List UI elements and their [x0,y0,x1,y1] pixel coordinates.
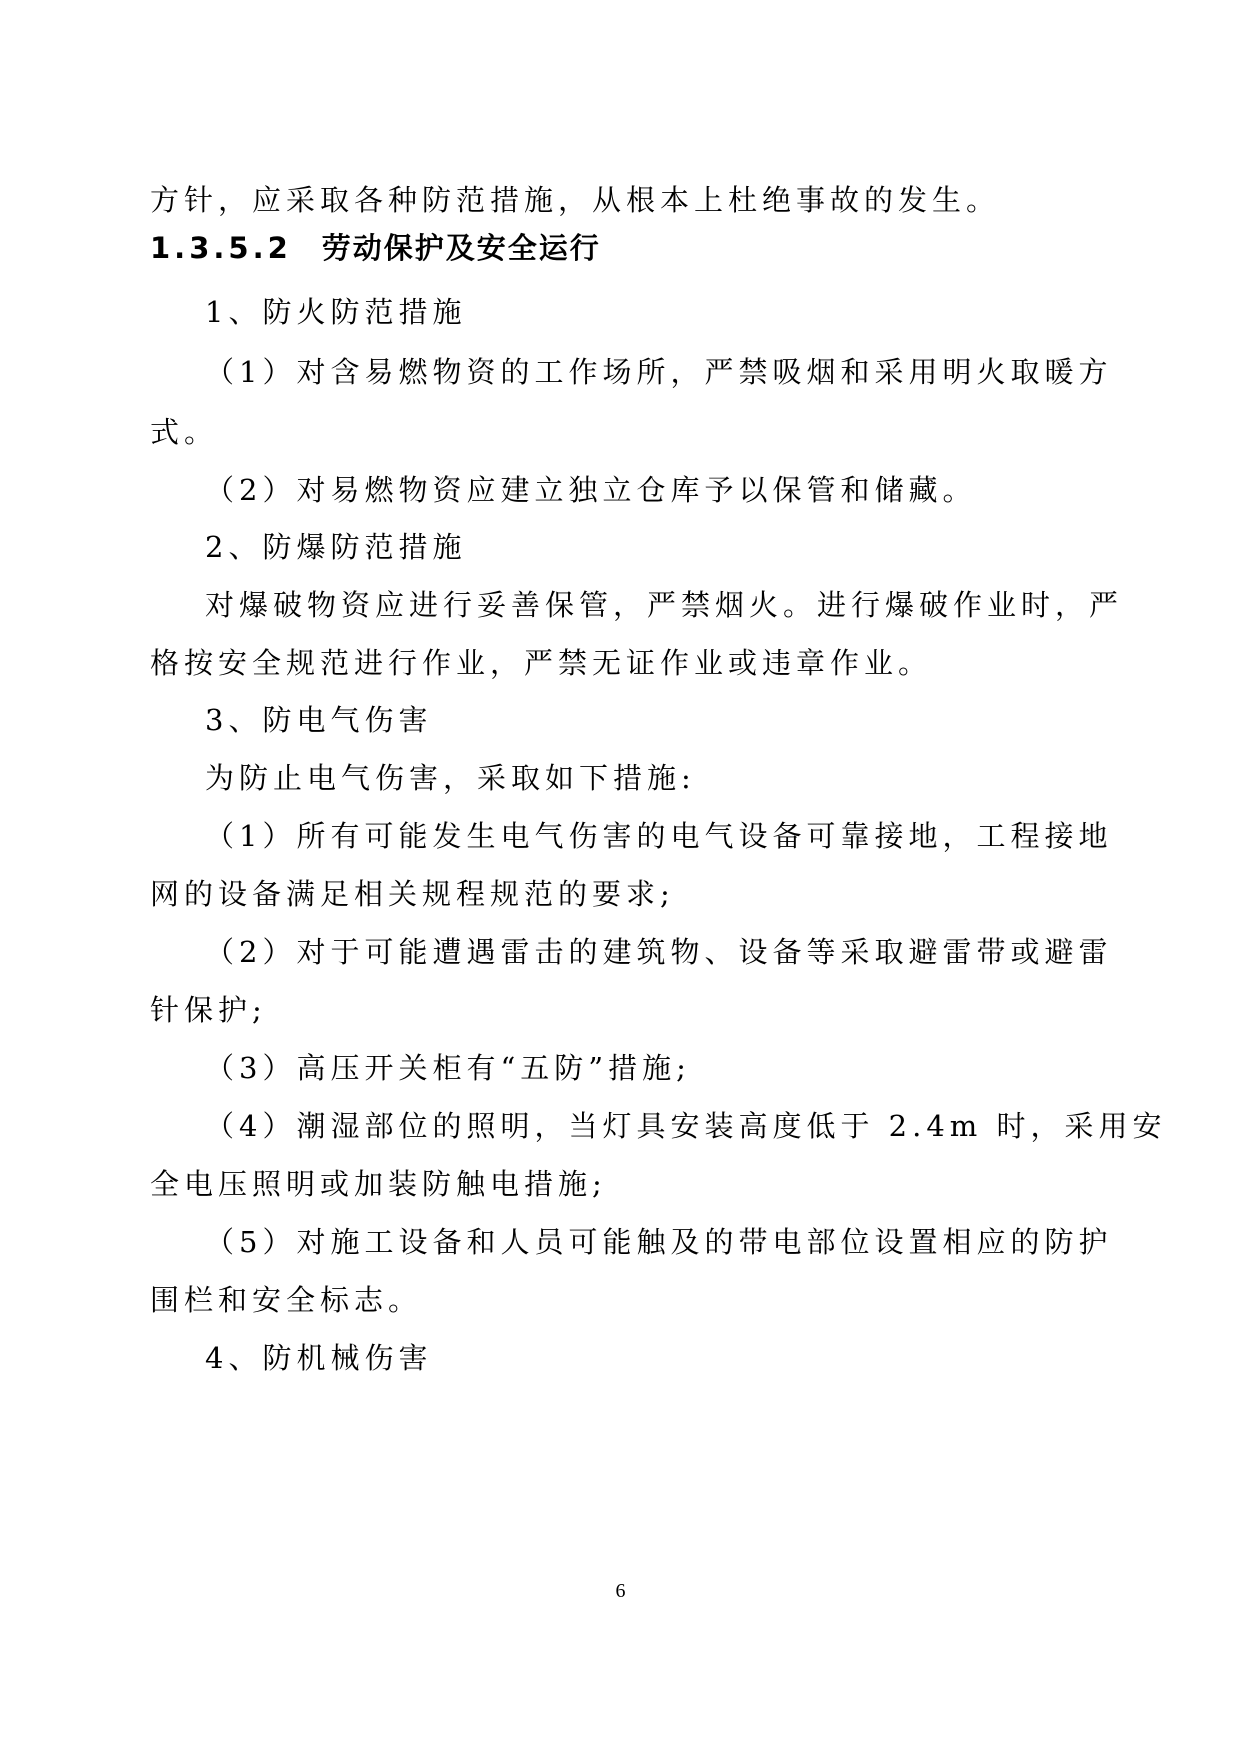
list-item-continuation: 式。 [150,415,219,449]
list-item-continuation: 网的设备满足相关规程规范的要求; [150,877,675,911]
list-item: （5）对施工设备和人员可能触及的带电部位设置相应的防护 [205,1225,1113,1259]
list-heading: 4、防机械伤害 [205,1341,433,1375]
paragraph-line: 为防止电气伤害，采取如下措施: [205,761,696,795]
list-item: （1）对含易燃物资的工作场所，严禁吸烟和采用明火取暖方 [205,355,1113,389]
list-item-continuation: 全电压照明或加装防触电措施; [150,1167,607,1201]
section-number: 1.3.5.2 [150,231,292,265]
list-heading: 3、防电气伤害 [205,703,433,737]
section-title: 劳动保护及安全运行 [321,231,601,265]
list-heading: 1、防火防范措施 [205,295,467,329]
list-item: （3）高压开关柜有“五防”措施; [205,1051,691,1085]
paragraph-line: 格按安全规范进行作业，严禁无证作业或违章作业。 [150,646,933,680]
section-heading [150,228,601,268]
list-item-continuation: 围栏和安全标志。 [150,1283,423,1317]
list-item: （2）对易燃物资应建立独立仓库予以保管和储藏。 [205,473,977,507]
list-item: （4）潮湿部位的照明，当灯具安装高度低于 2.4m 时，采用安 [205,1109,1167,1143]
paragraph-line: 方针，应采取各种防范措施，从根本上杜绝事故的发生。 [150,183,1001,217]
page-number: 6 [615,1580,626,1602]
list-item: （1）所有可能发生电气伤害的电气设备可靠接地，工程接地 [205,819,1113,853]
list-item-continuation: 针保护; [150,993,267,1027]
list-heading: 2、防爆防范措施 [205,530,467,564]
list-item: （2）对于可能遭遇雷击的建筑物、设备等采取避雷带或避雷 [205,935,1113,969]
paragraph-line: 对爆破物资应进行妥善保管，严禁烟火。进行爆破作业时，严 [205,588,1124,622]
